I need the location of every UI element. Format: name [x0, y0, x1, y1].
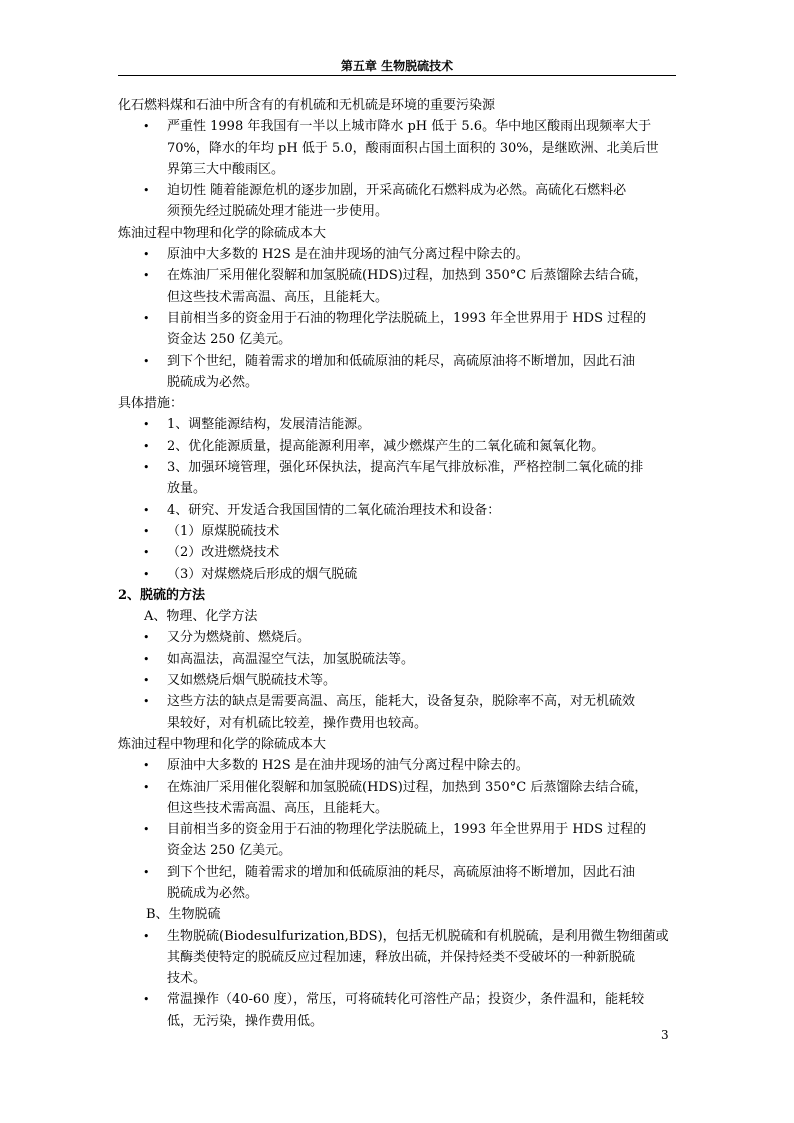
bullet-item: [118, 691, 678, 712]
bullet-continuation: 果较好，对有机硫比较差，操作费用也较高。: [167, 715, 428, 731]
bullet-icon: •: [143, 993, 150, 1007]
bullet-text: 严重性 1998 年我国有一半以上城市降水 pH 低于 5.6。华中地区酸雨出现频率大于: [167, 119, 652, 135]
bullet-item: [118, 265, 678, 286]
bullet-text: 这些方法的缺点是需要高温、高压，能耗大，设备复杂，脱除率不高，对无机硫效: [167, 694, 636, 710]
bullet-item: [118, 819, 678, 840]
bullet-text: 又分为燃烧前、燃烧后。: [167, 630, 311, 646]
bullet-text: 2、优化能源质量，提高能源利用率，减少燃煤产生的二氧化硫和氮氧化物。: [167, 438, 605, 454]
bullet-continuation: 界第三大中酸雨区。: [167, 161, 285, 177]
bullet-continuation: 脱硫成为必然。: [167, 885, 259, 901]
bullet-text: 常温操作（40-60 度），常压，可将硫转化可溶性产品；投资少，条件温和，能耗较: [167, 992, 645, 1008]
bullet-continuation: 技术。: [167, 971, 207, 987]
bullet-item: [118, 862, 678, 883]
bullet-icon: •: [143, 120, 150, 134]
header-divider: [118, 75, 676, 76]
bullet-text: 1、调整能源结构，发展清洁能源。: [167, 417, 371, 433]
bullet-continuation: 其酶类使特定的脱硫反应过程加速，释放出硫，并保持烃类不受破坏的一种新脱硫: [167, 949, 636, 965]
bullet-text: （3）对煤燃烧后形成的烟气脱硫: [167, 566, 358, 582]
bullet-item: [118, 755, 678, 776]
bullet-continuation: 但这些技术需高温、高压，且能耗大。: [167, 800, 389, 816]
bullet-text: 到下个世纪，随着需求的增加和低硫原油的耗尽，高硫原油将不断增加，因此石油: [167, 353, 636, 369]
bullet-continuation: 但这些技术需高温、高压，且能耗大。: [167, 289, 389, 305]
bullet-icon: •: [143, 503, 150, 517]
bullet-continuation: 须预先经过脱硫处理才能进一步使用。: [167, 204, 389, 220]
bullet-item: [118, 457, 678, 478]
bullet-item: [118, 351, 678, 372]
paragraph-line: 具体措施：: [118, 396, 184, 412]
bullet-text: 迫切性 随着能源危机的逐步加剧，开采高硫化石燃料成为必然。高硫化石燃料必: [167, 183, 627, 199]
subsection-heading: B、生物脱硫: [146, 907, 221, 923]
bullet-icon: •: [143, 546, 150, 560]
bullet-item: [118, 244, 678, 265]
bullet-continuation: 低，无污染，操作费用低。: [167, 1013, 324, 1029]
paragraph-line: 炼油过程中物理和化学的除硫成本大: [118, 225, 327, 241]
bullet-icon: •: [143, 780, 150, 794]
subsection-heading: A、物理、化学方法: [144, 609, 258, 625]
bullet-icon: •: [143, 439, 150, 453]
bullet-icon: •: [143, 652, 150, 666]
bullet-text: 4、研究、开发适合我国国情的二氧化硫治理技术和设备：: [167, 502, 501, 518]
bullet-item: [118, 670, 678, 691]
bullet-icon: •: [143, 418, 150, 432]
bullet-item: [118, 542, 678, 563]
bullet-text: 在炼油厂采用催化裂解和加氢脱硫(HDS)过程，加热到 350°C 后蒸馏除去结合硫，: [167, 268, 648, 284]
bullet-continuation: 放量。: [167, 481, 207, 497]
bullet-item: [118, 777, 678, 798]
bullet-icon: •: [143, 865, 150, 879]
bullet-item: [118, 308, 678, 329]
bullet-text: （1）原煤脱硫技术: [167, 523, 280, 539]
bullet-icon: •: [143, 631, 150, 645]
bullet-icon: •: [143, 269, 150, 283]
bullet-icon: •: [143, 695, 150, 709]
bullet-text: 目前相当多的资金用于石油的物理化学法脱硫上，1993 年全世界用于 HDS 过程的: [167, 822, 647, 838]
bullet-icon: •: [143, 354, 150, 368]
bullet-item: [118, 926, 678, 947]
bullet-text: 到下个世纪，随着需求的增加和低硫原油的耗尽，高硫原油将不断增加，因此石油: [167, 864, 636, 880]
bullet-icon: •: [143, 184, 150, 198]
bullet-continuation: 脱硫成为必然。: [167, 374, 259, 390]
bullet-item: [118, 414, 678, 435]
bullet-item: [118, 116, 678, 137]
bullet-icon: •: [143, 567, 150, 581]
bullet-item: [118, 564, 678, 585]
bullet-continuation: 资金达 250 亿美元。: [167, 332, 292, 348]
page-number: 3: [661, 1028, 669, 1042]
document-body: [118, 95, 678, 1032]
page-header-title: 第五章 生物脱硫技术: [340, 59, 454, 73]
bullet-item: [118, 436, 678, 457]
bullet-icon: •: [143, 823, 150, 837]
section-heading: 2、脱硫的方法: [118, 587, 206, 603]
bullet-text: 生物脱硫(Biodesulfurization,BDS)，包括无机脱硫和有机脱硫，是利用微生物细菌或: [167, 928, 669, 944]
bullet-icon: •: [143, 759, 150, 773]
bullet-icon: •: [143, 311, 150, 325]
bullet-item: [118, 521, 678, 542]
bullet-item: [118, 180, 678, 201]
bullet-text: 如高温法，高温湿空气法，加氢脱硫法等。: [167, 651, 415, 667]
bullet-icon: •: [143, 461, 150, 475]
bullet-item: [118, 500, 678, 521]
bullet-icon: •: [143, 929, 150, 943]
bullet-icon: •: [143, 674, 150, 688]
bullet-continuation: 资金达 250 亿美元。: [167, 843, 292, 859]
bullet-continuation: 70%，降水的年均 pH 低于 5.0，酸雨面积占国土面积的 30%，是继欧洲、北美后世: [167, 140, 659, 156]
bullet-text: 在炼油厂采用催化裂解和加氢脱硫(HDS)过程，加热到 350°C 后蒸馏除去结合硫，: [167, 779, 648, 795]
bullet-text: 原油中大多数的 H2S 是在油井现场的油气分离过程中除去的。: [167, 247, 529, 263]
bullet-text: 原油中大多数的 H2S 是在油井现场的油气分离过程中除去的。: [167, 758, 529, 774]
bullet-item: [118, 627, 678, 648]
paragraph-line: 炼油过程中物理和化学的除硫成本大: [118, 736, 327, 752]
bullet-text: （2）改进燃烧技术: [167, 545, 280, 561]
bullet-text: 3、加强环境管理，强化环保执法，提高汽车尾气排放标准，严格控制二氧化硫的排: [167, 460, 644, 476]
bullet-icon: •: [143, 248, 150, 262]
bullet-text: 目前相当多的资金用于石油的物理化学法脱硫上，1993 年全世界用于 HDS 过程的: [167, 310, 647, 326]
paragraph-line: 化石燃料煤和石油中所含有的有机硫和无机硫是环境的重要污染源: [118, 98, 496, 113]
bullet-item: [118, 989, 678, 1010]
bullet-item: [118, 649, 678, 670]
bullet-icon: •: [143, 524, 150, 538]
bullet-text: 又如燃烧后烟气脱硫技术等。: [167, 673, 337, 689]
